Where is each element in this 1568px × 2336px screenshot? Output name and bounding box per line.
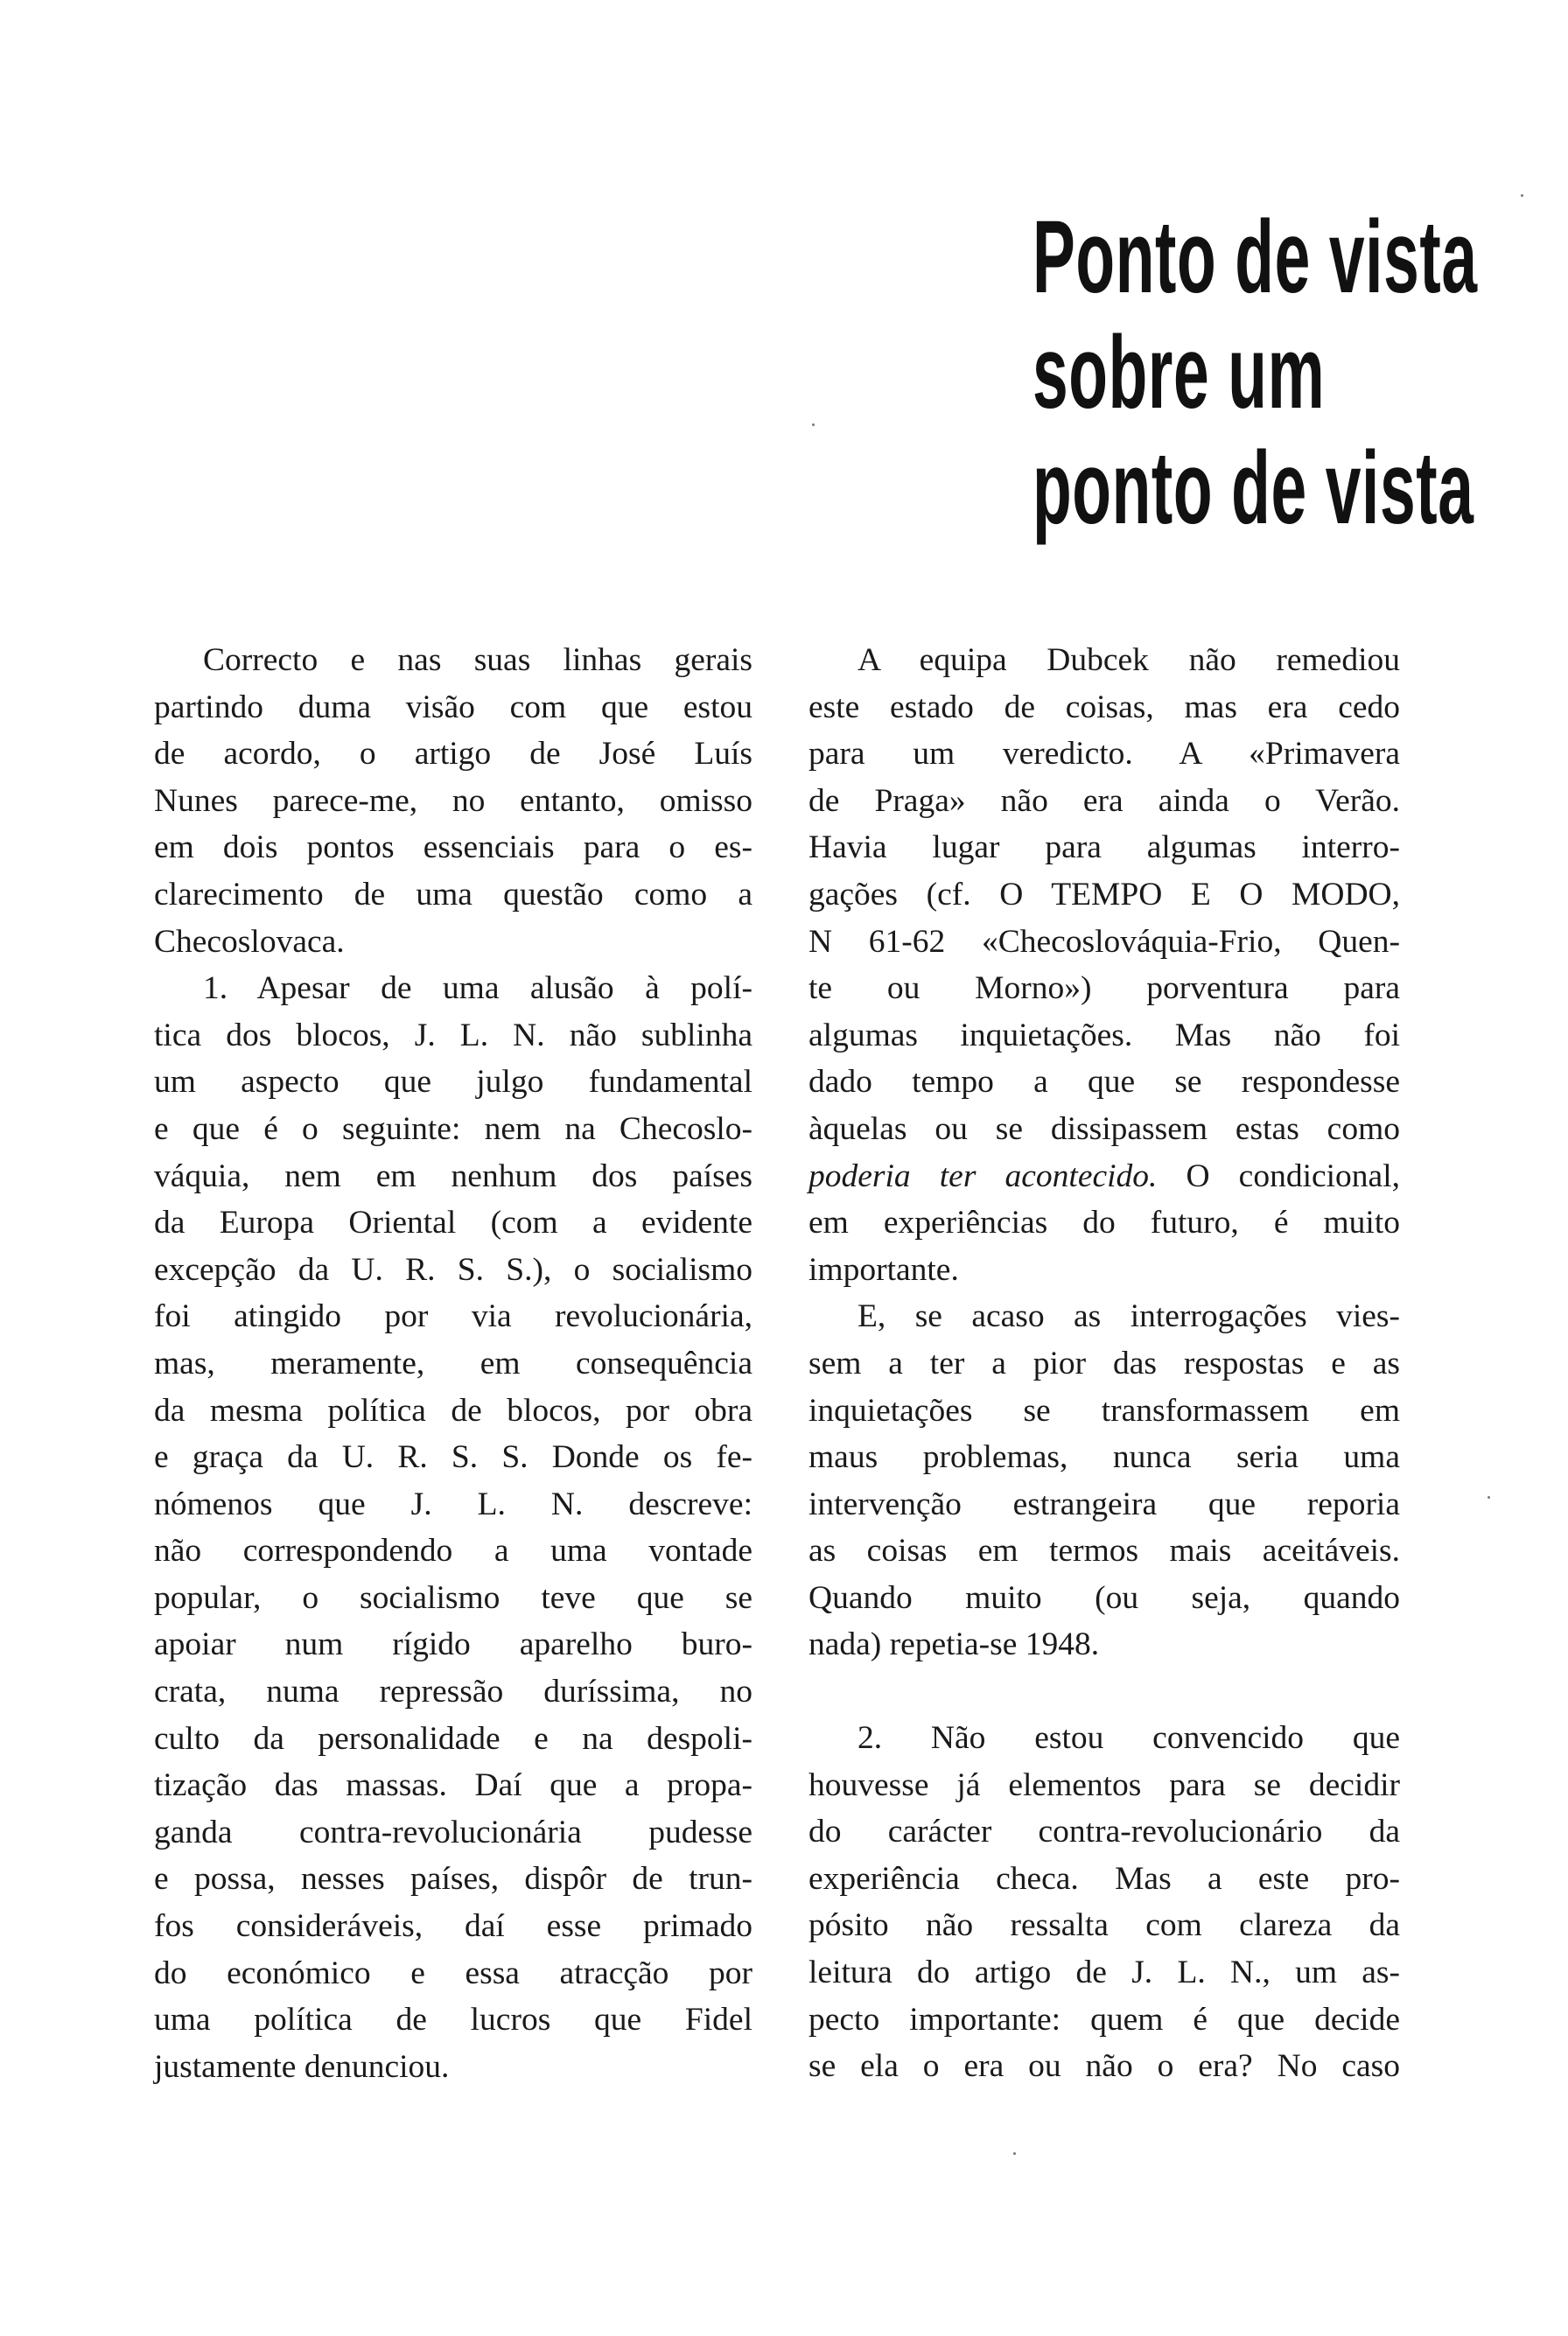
text-line: pósito não ressalta com clareza da [808,1907,1400,1944]
text-line: àquelas ou se dissipassem estas como [808,1110,1400,1147]
text-line: partindo duma visão com que estou [154,689,752,725]
text-line: em experiências do futuro, é muito [808,1205,1400,1241]
right-column [808,637,1400,2090]
title-line: Ponto de vista [1032,199,1478,315]
text-line: nada) repetia-se 1948. [808,1626,1100,1663]
text-line: tica dos blocos, J. L. N. não sublinha [154,1017,752,1053]
text-line: te ou Morno») porventura para [808,970,1400,1007]
paragraph [808,1293,1400,1668]
text-line: uma política de lucros que Fidel [154,2002,752,2039]
italic-phrase: poderia ter acontecido. [808,1158,1158,1194]
text-line: leitura do artigo de J. L. N., um as- [808,1955,1400,1991]
text-line: se ela o era ou não o era? No caso [808,2048,1400,2085]
text-line: este estado de coisas, mas era cedo [808,689,1400,725]
text-line: e graça da U. R. S. S. Donde os fe- [154,1439,752,1476]
text-line: apoiar num rígido aparelho buro- [154,1626,752,1663]
text-line: dado tempo a que se respondesse [808,1064,1400,1101]
text-line: da Europa Oriental (com a evidente [154,1205,752,1241]
paragraph [808,637,1400,1293]
text-fragment: O condicional, [1157,1158,1400,1194]
text-line: do económico e essa atracção por [154,1955,752,1991]
text-line: 2. Não estou convencido que [858,1720,1400,1757]
text-line: nómenos que J. L. N. descreve: [154,1486,752,1522]
print-speck [1013,2152,1016,2155]
title-line: sobre um [1032,315,1326,430]
text-line: e que é o seguinte: nem na Checoslo- [154,1110,752,1147]
article-title [1032,199,1478,546]
text-line: A equipa Dubcek não remediou [858,642,1400,678]
text-line: da mesma política de blocos, por obra [154,1392,752,1429]
text-line: N 61-62 «Checoslováquia-Frio, Quen- [808,923,1400,960]
text-line: intervenção estrangeira que reporia [808,1486,1400,1522]
text-line: 1. Apesar de uma alusão à polí- [203,970,752,1007]
text-line: foi atingido por via revolucionária, [154,1298,752,1335]
text-line: Havia lugar para algumas interro- [808,829,1400,866]
text-line: maus problemas, nunca seria uma [808,1439,1400,1476]
text-line: culto da personalidade e na despoli- [154,1720,752,1757]
text-line: de acordo, o artigo de José Luís [154,736,752,773]
print-speck [1521,194,1523,197]
text-line: excepção da U. R. S. S.), o socialismo [154,1251,752,1288]
print-speck [1488,1496,1490,1499]
text-line: houvesse já elementos para se decidir [808,1766,1400,1803]
text-line: inquietações se transformassem em [808,1392,1400,1429]
left-column [154,637,752,2090]
text-line: ganda contra-revolucionária pudesse [154,1814,752,1850]
text-line: e possa, nesses países, dispôr de trun- [154,1861,752,1898]
text-line: um aspecto que julgo fundamental [154,1064,752,1101]
text-line: sem a ter a pior das respostas e as [808,1345,1400,1381]
text-line: E, se acaso as interrogações vies- [858,1298,1400,1335]
text-line: pecto importante: quem é que decide [808,2001,1400,2038]
text-line: para um veredicto. A «Primavera [808,736,1400,773]
text-line: popular, o socialismo teve que se [154,1579,752,1616]
text-line: importante. [808,1251,959,1288]
text-line: Checoslovaca. [154,923,345,960]
text-line: do carácter contra-revolucionário da [808,1814,1400,1850]
text-line [808,1153,1400,1200]
paragraph [808,1715,1400,2090]
text-line: tização das massas. Daí que a propa- [154,1767,752,1804]
text-line: justamente denunciou. [154,2048,450,2085]
text-line: Quando muito (ou seja, quando [808,1579,1400,1616]
text-line: as coisas em termos mais aceitáveis. [808,1533,1400,1570]
text-line: clarecimento de uma questão como a [154,876,752,913]
text-line: algumas inquietações. Mas não foi [808,1017,1400,1053]
text-line: váquia, nem em nenhum dos países [154,1158,752,1194]
text-line: não correspondendo a uma vontade [154,1533,752,1570]
paragraph [154,965,752,2090]
text-line: gações (cf. O TEMPO E O MODO, [808,876,1400,913]
paragraph [154,637,752,965]
text-line: Correcto e nas suas linhas gerais [203,642,752,678]
text-line: em dois pontos essenciais para o es- [154,829,752,866]
text-line: de Praga» não era ainda o Verão. [808,782,1400,819]
text-line: fos consideráveis, daí esse primado [154,1908,752,1945]
text-line: experiência checa. Mas a este pro- [808,1860,1400,1897]
title-line: ponto de vista [1032,430,1474,546]
text-line: Nunes parece-me, no entanto, omisso [154,782,752,819]
text-line: crata, numa repressão duríssima, no [154,1674,752,1710]
text-line: mas, meramente, em consequência [154,1345,752,1381]
print-speck [812,423,815,426]
